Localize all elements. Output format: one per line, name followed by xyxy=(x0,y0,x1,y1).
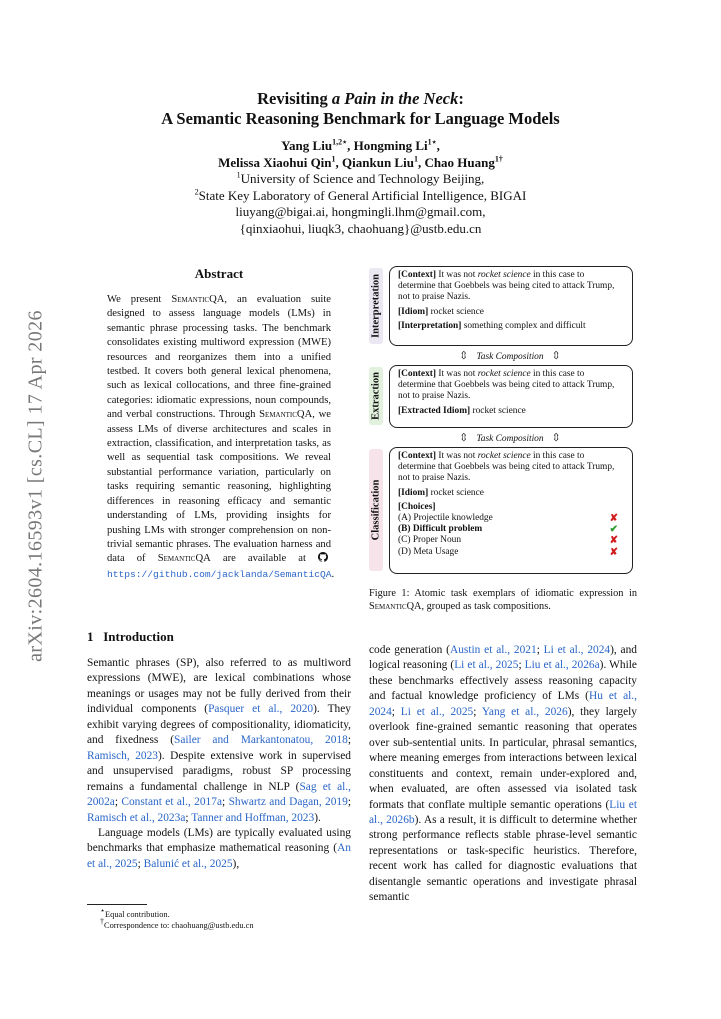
author-name: Hongming Li xyxy=(353,138,428,153)
citation-link[interactable]: Ramisch, 2023 xyxy=(87,749,158,762)
footnote-sup: † xyxy=(100,917,104,927)
footnotes xyxy=(100,906,351,931)
context-text: It was not xyxy=(436,369,478,379)
section-title: Introduction xyxy=(103,629,174,644)
caption-text: , grouped as task compositions. xyxy=(421,601,551,612)
affiliation-sup: 1 xyxy=(236,170,241,180)
title-line-2: A Semantic Reasoning Benchmark for Language Models xyxy=(161,109,560,128)
text: ), and logical reasoning ( xyxy=(369,644,637,672)
idiom-tag: [Idiom] xyxy=(398,306,429,317)
title-suffix: : xyxy=(458,89,464,108)
cross-icon: ✘ xyxy=(609,513,618,525)
footnote-2 xyxy=(100,917,351,931)
citation-link[interactable]: Li et al., 2024 xyxy=(543,644,611,656)
github-link[interactable]: https://github.com/jacklanda/SemanticQA xyxy=(107,568,332,580)
citation-link[interactable]: Sag et al., 2002a xyxy=(87,780,351,809)
task-composition-2 xyxy=(383,431,637,444)
citation-link[interactable]: Liu et al., 2026a xyxy=(524,659,600,672)
context-text: in this case to determine that Goebbels was being cited to attack Trump, not to praise Nazis. xyxy=(398,451,615,484)
intro-right-column: code generation (Austin et al., 2021; Li et al., 2024), and logical reasoning (Li et al., 2025; Liu et al., 2026a). While these benchmarks effectively assess reasoning capacity and factual knowledge proficiency of LMs (Hu et al., 2024; Li et al., 2025; Yang et al., 2026), they largely overlook fine-grained semantic reasoning that operates over sub-sentential units. In particular, phrasal semantics, where meaning emerges from interactions between lexical constituents and context, remain under-explored and, when evaluated, are often assessed via isolated task formats that conflate multiple semantic operations (Liu et al., 2026b). As a result, it is difficult to determine whether strong performance reflects stable phrase-level semantic representations or task-specific heuristics. Therefore, recent work has called for diagnostic evaluations that disentangle semantic operations and investigate phrasal semantic xyxy=(369,644,637,904)
choice-item xyxy=(398,535,624,546)
idiom-line xyxy=(398,307,624,318)
affiliation-text: University of Science and Technology Beijing, xyxy=(240,171,485,186)
task-composition-label: Task Composition xyxy=(476,352,544,362)
choice-item xyxy=(398,524,624,535)
updown-arrow-icon: ⇳ xyxy=(551,350,561,362)
author-name: Qiankun Liu xyxy=(342,154,414,170)
arxiv-sidebar xyxy=(6,296,66,676)
citation-link[interactable]: Balunić et al., 2025 xyxy=(143,857,233,870)
cross-icon: ✘ xyxy=(609,535,618,547)
updown-arrow-icon: ⇳ xyxy=(459,432,469,444)
classification-label: Classification xyxy=(370,479,382,541)
extraction-box xyxy=(389,365,633,428)
context-line xyxy=(398,451,624,485)
idiom-value: rocket science xyxy=(428,306,484,317)
extraction-tag-bar xyxy=(369,367,383,425)
footnote-rule xyxy=(87,904,147,905)
interpretation-line xyxy=(398,321,624,332)
interpretation-value: something complex and difficult xyxy=(461,320,586,331)
interpretation-label: Interpretation xyxy=(370,274,382,338)
citation-link[interactable]: Sailer and Markantonatou, 2018 xyxy=(174,734,348,747)
affiliation-sup: 2 xyxy=(194,187,199,197)
abstract-text: are available at xyxy=(210,553,318,565)
emails-line-2: {qinxiaohui, liuqk3, chaohuang}@ustb.edu.cn xyxy=(239,220,482,236)
figure-caption xyxy=(369,587,637,613)
author-sup: 1 xyxy=(331,154,336,164)
citation-link[interactable]: Shwartz and Dagan, 2019 xyxy=(228,796,348,809)
context-text: in this case to determine that Goebbels was being cited to attack Trump, not to praise Nazis. xyxy=(398,270,615,303)
benchmark-name: SemanticQA xyxy=(369,601,422,612)
text: ). They exhibit varying degrees of compositionality, idiomaticity, and fixedness ( xyxy=(87,703,351,747)
text: code generation ( xyxy=(369,644,450,656)
choices-list xyxy=(398,513,624,558)
cross-icon: ✘ xyxy=(609,546,618,558)
abstract-heading: Abstract xyxy=(194,266,244,281)
classification-tag-bar xyxy=(369,449,383,571)
author-name: Melissa Xiaohui Qin xyxy=(218,154,332,170)
task-composition-label: Task Composition xyxy=(476,434,544,444)
github-icon xyxy=(318,552,328,567)
affiliation-1 xyxy=(0,171,721,188)
choice-text: (A) Projectile knowledge xyxy=(398,513,493,524)
benchmark-name: SemanticQA xyxy=(259,409,313,421)
intro-paragraph-1: Semantic phrases (SP), also referred to as multiword expressions (MWE), are lexical combinations whose meanings or usages may not be fully derived from their individual components (Pasquer et al., 2020). They exhibit varying degrees of compositionality, idiomaticity, and fixedness (Sailer and Markantonatou, 2018; Ramisch, 2023). Despite extensive work in supervised and unsupervised paradigms, robust SP processing remains a fundamental challenge in NLP (Sag et al., 2002a; Constant et al., 2017a; Shwartz and Dagan, 2019; Ramisch et al., 2023a; Tanner and Hoffman, 2023). xyxy=(87,657,351,824)
citation-link[interactable]: Liu et al., 2026b xyxy=(369,798,637,826)
context-text: It was not xyxy=(436,270,478,280)
author-sup: 1† xyxy=(494,154,503,164)
interpretation-box xyxy=(389,266,633,346)
author-sup: 1 xyxy=(413,154,418,164)
abstract-text: , we assess LMs of diverse architectures and scales in extraction, classification, and interpretation tasks, as well as sequential task compositions. We reveal substantial performance variation, particularly on tasks requiring semantic reasoning, highlighting differences in reasoning efficacy and semantic understanding of LMs, providing insights for pushing LMs with stronger comprehension on non-trivial semantic phrases. The evaluation harness and data of xyxy=(107,409,331,565)
footnote-text: Correspondence to: chaohuang@ustb.edu.cn xyxy=(104,921,254,930)
idiom-line xyxy=(398,488,624,499)
author-name: Yang Liu xyxy=(281,138,333,153)
citation-link[interactable]: Li et al., 2025 xyxy=(454,659,519,672)
footnote-sup: ⋆ xyxy=(100,906,106,916)
text: ), xyxy=(232,857,240,870)
affiliation-text: State Key Laboratory of General Artificial Intelligence, BIGAI xyxy=(198,187,527,203)
extraction-label: Extraction xyxy=(370,372,382,420)
benchmark-name: SemanticQA xyxy=(171,294,225,305)
interpretation-tag-bar xyxy=(369,268,383,344)
text: ). While these benchmarks effectively assess reasoning capacity and factual knowledge proficiency of LMs ( xyxy=(369,659,637,703)
author-sup: 1⋆ xyxy=(427,137,437,147)
updown-arrow-icon: ⇳ xyxy=(551,432,561,444)
title-prefix: Revisiting xyxy=(257,89,332,108)
text: ), they largely overlook fine-grained semantic reasoning that operates over sub-sentential units. In particular, phrasal semantics, where meaning emerges from interactions between lexical constituents and context, remain under-explored and, when evaluated, are often assessed via isolated task formats that conflate multiple semantic operations ( xyxy=(369,705,637,811)
author-block xyxy=(0,138,721,237)
citation-link[interactable]: Ramisch et al., 2023a xyxy=(87,811,186,824)
section-number: 1 xyxy=(87,629,94,644)
arxiv-identifier: arXiv:2604.16593v1 [cs.CL] 17 Apr 2026 xyxy=(24,310,47,662)
text: Semantic phrases (SP), also referred to as multiword expressions (MWE), are lexical combinations whose meanings or usages may not be fully derived from their individual components ( xyxy=(87,657,351,716)
citation-link[interactable]: Li et al., 2025 xyxy=(400,705,474,718)
author-name: Chao Huang xyxy=(424,154,495,170)
emails-line-1: liuyang@bigai.ai, hongmingli.lhm@gmail.com, xyxy=(235,204,486,219)
title-italic: a Pain in the Neck xyxy=(331,89,459,108)
citation-link[interactable]: Tanner and Hoffman, 2023 xyxy=(191,811,315,824)
choice-item xyxy=(398,547,624,558)
author-sup: 1,2⋆ xyxy=(332,137,348,147)
context-tag: [Context] xyxy=(398,451,437,461)
choices-heading xyxy=(398,502,624,513)
abstract-text: We present xyxy=(107,294,172,305)
paper-title xyxy=(0,89,721,129)
context-idiom: rocket science xyxy=(477,451,531,461)
extracted-idiom-tag: [Extracted Idiom] xyxy=(398,405,471,416)
task-composition-1 xyxy=(383,349,637,362)
author-line-1: Yang Liu$^{1,2⋆}$, Hongming $Li^{1⋆}$, xyxy=(281,137,440,153)
context-tag: [Context] xyxy=(398,369,437,379)
context-idiom: rocket science xyxy=(477,270,531,280)
choice-item xyxy=(398,513,624,524)
context-idiom: rocket science xyxy=(477,369,531,379)
extracted-idiom-value: rocket science xyxy=(470,405,526,416)
idiom-value: rocket science xyxy=(428,487,484,498)
author-line-2: Melissa Xiaohui Qin$^1$, Qiankun Liu$^1$, Chao Huang$^{1\dagger}$ xyxy=(218,154,503,170)
text: ). As a result, it is difficult to determine whether strong performance reflects stable phrase-level semantic representations or task-specific heuristics. Therefore, recent work has called for diagnostic evaluations that disentangle semantic operations and investigate phrasal semantic xyxy=(369,813,637,904)
citation-link[interactable]: Pasquer et al., 2020 xyxy=(208,703,314,716)
abstract-body xyxy=(107,293,335,582)
classification-box xyxy=(389,447,633,574)
context-tag: [Context] xyxy=(398,270,437,280)
abstract-text: . xyxy=(331,568,335,580)
idiom-tag: [Idiom] xyxy=(398,487,429,498)
check-icon: ✔ xyxy=(609,524,618,536)
citation-link[interactable]: Austin et al., 2021 xyxy=(449,644,537,656)
text: ). Despite extensive work in supervised and unsupervised paradigms, robust SP processing remains a fundamental challenge in NLP ( xyxy=(87,749,351,793)
text: ). xyxy=(314,811,321,824)
context-text: It was not xyxy=(436,451,478,461)
extracted-idiom-line xyxy=(398,406,624,417)
choice-text: (C) Proper Noun xyxy=(398,535,462,546)
footnote-1 xyxy=(100,906,351,920)
citation-link[interactable]: Constant et al., 2017a xyxy=(121,796,223,809)
citation-link[interactable]: An et al., 2025 xyxy=(87,842,351,870)
intro-paragraph-2: Language models (LMs) are typically evaluated using benchmarks that emphasize mathematical reasoning (An et al., 2025; Balunić et al., 2025), xyxy=(87,826,351,870)
abstract-text: , an evaluation suite designed to assess language models (LMs) in semantic phrase processing tasks. The benchmark consolidates existing multiword expression (MWE) resources and reorganizes them into a unified testbed. It covers both general lexical phenomena, such as lexical collocations, and three fine-grained categories: idiomatic expressions, noun compounds, and verbal constructions. Through xyxy=(107,294,331,421)
choices-tag: [Choices] xyxy=(398,501,436,512)
updown-arrow-icon: ⇳ xyxy=(459,350,469,362)
intro-heading xyxy=(87,629,174,645)
citation-link[interactable]: Hu et al., 2024 xyxy=(369,690,637,718)
text: Language models (LMs) are typically evaluated using benchmarks that emphasize mathematical reasoning ( xyxy=(87,826,351,855)
context-line xyxy=(398,270,624,304)
intro-left-column xyxy=(87,656,351,872)
citation-link[interactable]: Yang et al., 2026 xyxy=(481,705,568,718)
choice-text: (D) Meta Usage xyxy=(398,546,459,557)
affiliation-2 xyxy=(0,188,721,205)
benchmark-name: SemanticQA xyxy=(157,553,211,565)
footnote-text: Equal contribution. xyxy=(105,910,170,919)
interpretation-tag: [Interpretation] xyxy=(398,320,462,331)
caption-text: Figure 1: Atomic task exemplars of idiomatic expression in xyxy=(369,588,637,599)
context-text: in this case to determine that Goebbels was being cited to attack Trump, not to praise Nazis. xyxy=(398,369,615,402)
context-line xyxy=(398,369,624,403)
choice-text: (B) Difficult problem xyxy=(398,524,483,535)
